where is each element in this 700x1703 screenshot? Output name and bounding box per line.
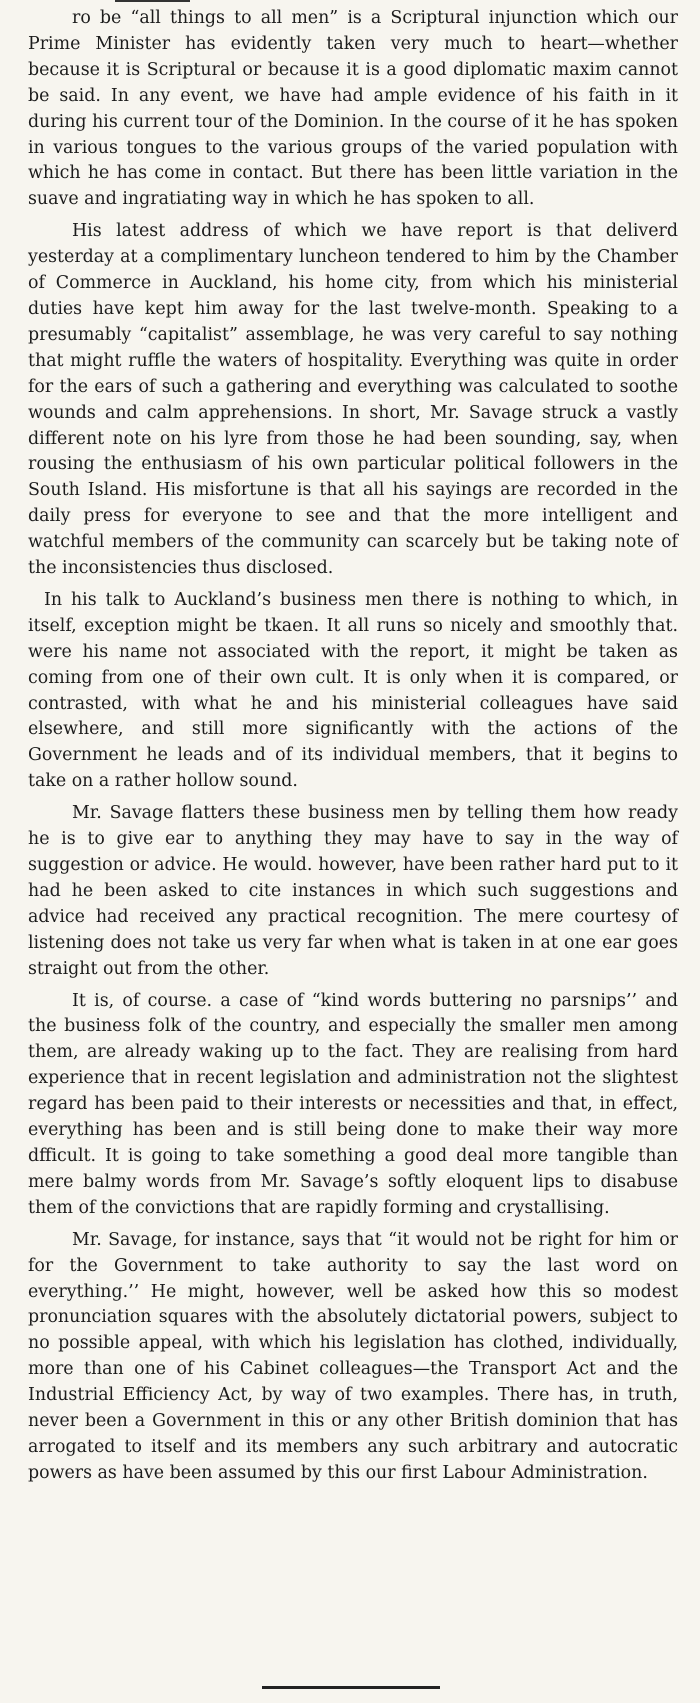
editorial-column [28, 6, 678, 1487]
paragraph-3: In his talk to Auckland’s business men there is nothing to which, in itself, exception might be tkaen. It all runs so nicely and smoothly that. were his name not associated with the report, it might be taken as coming from one of their own cult. It is only when it is compared, or contrasted, with what he and his ministerial colleagues have said elsewhere, and still more significantly with the actions of the Government he leads and of its individual members, that it begins to take on a rather hollow sound. [28, 589, 678, 792]
top-rule [115, 0, 190, 2]
paragraph-4: Mr. Savage flatters these business men by telling them how ready he is to give ear to anything they may have to say in the way of suggestion or advice. He would. however, have been rather hard put to it had he been asked to cite instances in which such suggestions and advice had received any practical recognition. The mere courtesy of listening does not take us very far when what is taken in at one ear goes straight out from the other. [28, 803, 678, 979]
paragraph-5: It is, of course. a case of “kind words buttering no parsnips’’ and the business folk of the country, and especially the smaller men among them, are already waking up to the fact. They are realising from hard experience that in recent legislation and administration not the slightest regard has been paid to their interests or necessities and that, in effect, everything has been and is still being done to make their way more dfficult. It is going to take something a good deal more tangible than mere balmy words from Mr. Savage’s softly eloquent lips to disabuse them of the convictions that are rapidly forming and crystallising. [28, 990, 678, 1218]
end-rule [262, 1686, 440, 1689]
paragraph-1: ro be “all things to all men” is a Scriptural injunction which our Prime Minister has evidently taken very much to heart—whether because it is Scriptural or because it is a good diplomatic maxim cannot be said. In any event, we have had ample evidence of his faith in it during his current tour of the Dominion. In the course of it he has spoken in various tongues to the various groups of the varied population with which he has come in contact. But there has been little variation in the suave and ingratiating way in which he has spoken to all. [28, 8, 678, 210]
paragraph-2: His latest address of which we have report is that deliverd yesterday at a complimentary luncheon tendered to him by the Chamber of Commerce in Auckland, his home city, from which his ministerial duties have kept him away for the last twelve-month. Speaking to a presumably “capitalist” assemblage, he was very careful to say nothing that might ruffle the waters of hospitality. Everything was quite in order for the ears of such a gathering and everything was calculated to soothe wounds and calm apprehensions. In short, Mr. Savage struck a vastly different note on his lyre from those he had been sounding, say, when rousing the enthusiasm of his own particular political followers in the South Island. His misfortune is that all his sayings are recorded in the daily press for everyone to see and that the more intelligent and watchful members of the community can scarcely but be taking note of the inconsistencies thus disclosed. [28, 221, 678, 579]
paragraph-6: Mr. Savage, for instance, says that “it would not be right for him or for the Government to take authority to say the last word on everything.’’ He might, however, well be asked how this so modest pronunciation squares with the absolutely dictatorial powers, subject to no possible appeal, with which his legislation has clothed, individually, more than one of his Cabinet colleagues—the Transport Act and the Industrial Efficiency Act, by way of two examples. There has, in truth, never been a Government in this or any other British dominion that has arrogated to itself and its members any such arbitrary and autocratic powers as have been assumed by this our first Labour Administration. [28, 1229, 678, 1483]
